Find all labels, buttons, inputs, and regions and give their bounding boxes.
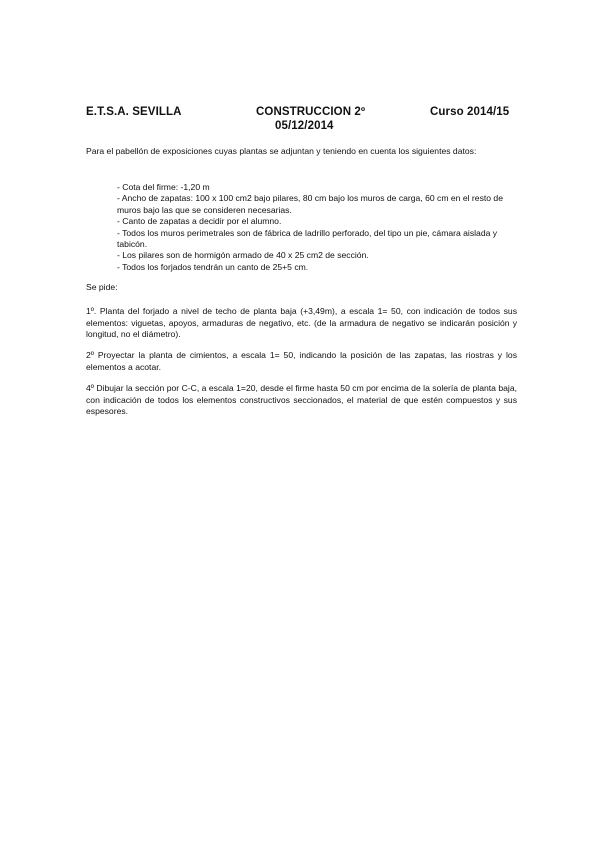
school-name: E.T.S.A. SEVILLA: [86, 106, 182, 118]
data-item: - Ancho de zapatas: 100 x 100 cm2 bajo pilares, 80 cm bajo los muros de carga, 60 cm en el resto de muros bajo las que se consideren necesarias.: [117, 193, 503, 215]
task-paragraph: 1º. Planta del forjado a nivel de techo de planta baja (+3,49m), a escala 1= 50, con indicación de todos sus elementos: viguetas, apoyos, armaduras de negativo, etc. (de la armadura de negativo se indicarán posición y longitud, no el diámetro).: [86, 306, 517, 340]
academic-year: Curso 2014/15: [430, 106, 510, 118]
intro-paragraph: Para el pabellón de exposiciones cuyas plantas se adjuntan y teniendo en cuenta los siguientes datos:: [86, 146, 477, 156]
task-paragraph: 4º Dibujar la sección por C-C, a escala 1=20, desde el firme hasta 50 cm por encima de la solería de planta baja, con indicación de todos los elementos constructivos seccionados, el material de que estén compuestos y sus espesores.: [86, 383, 517, 417]
exam-date: 05/12/2014: [275, 120, 334, 132]
data-item: - Cota del firme: -1,20 m: [117, 182, 210, 192]
data-item: - Todos los forjados tendrán un canto de 25+5 cm.: [117, 261, 309, 272]
data-item: - Canto de zapatas a decidir por el alumno.: [117, 216, 282, 227]
task-paragraph: 2º Proyectar la planta de cimientos, a escala 1= 50, indicando la posición de las zapatas, las riostras y los elementos a acotar.: [86, 350, 517, 372]
data-item: - Todos los muros perimetrales son de fábrica de ladrillo perforado, del tipo un pie, cámara aislada y tabicón.: [117, 227, 498, 250]
se-pide-label: Se pide:: [86, 282, 118, 292]
data-list: [117, 182, 517, 273]
data-item: - Los pilares son de hormigón armado de 40 x 25 cm2 de sección.: [117, 250, 369, 261]
course-title: CONSTRUCCION 2º: [256, 106, 366, 118]
